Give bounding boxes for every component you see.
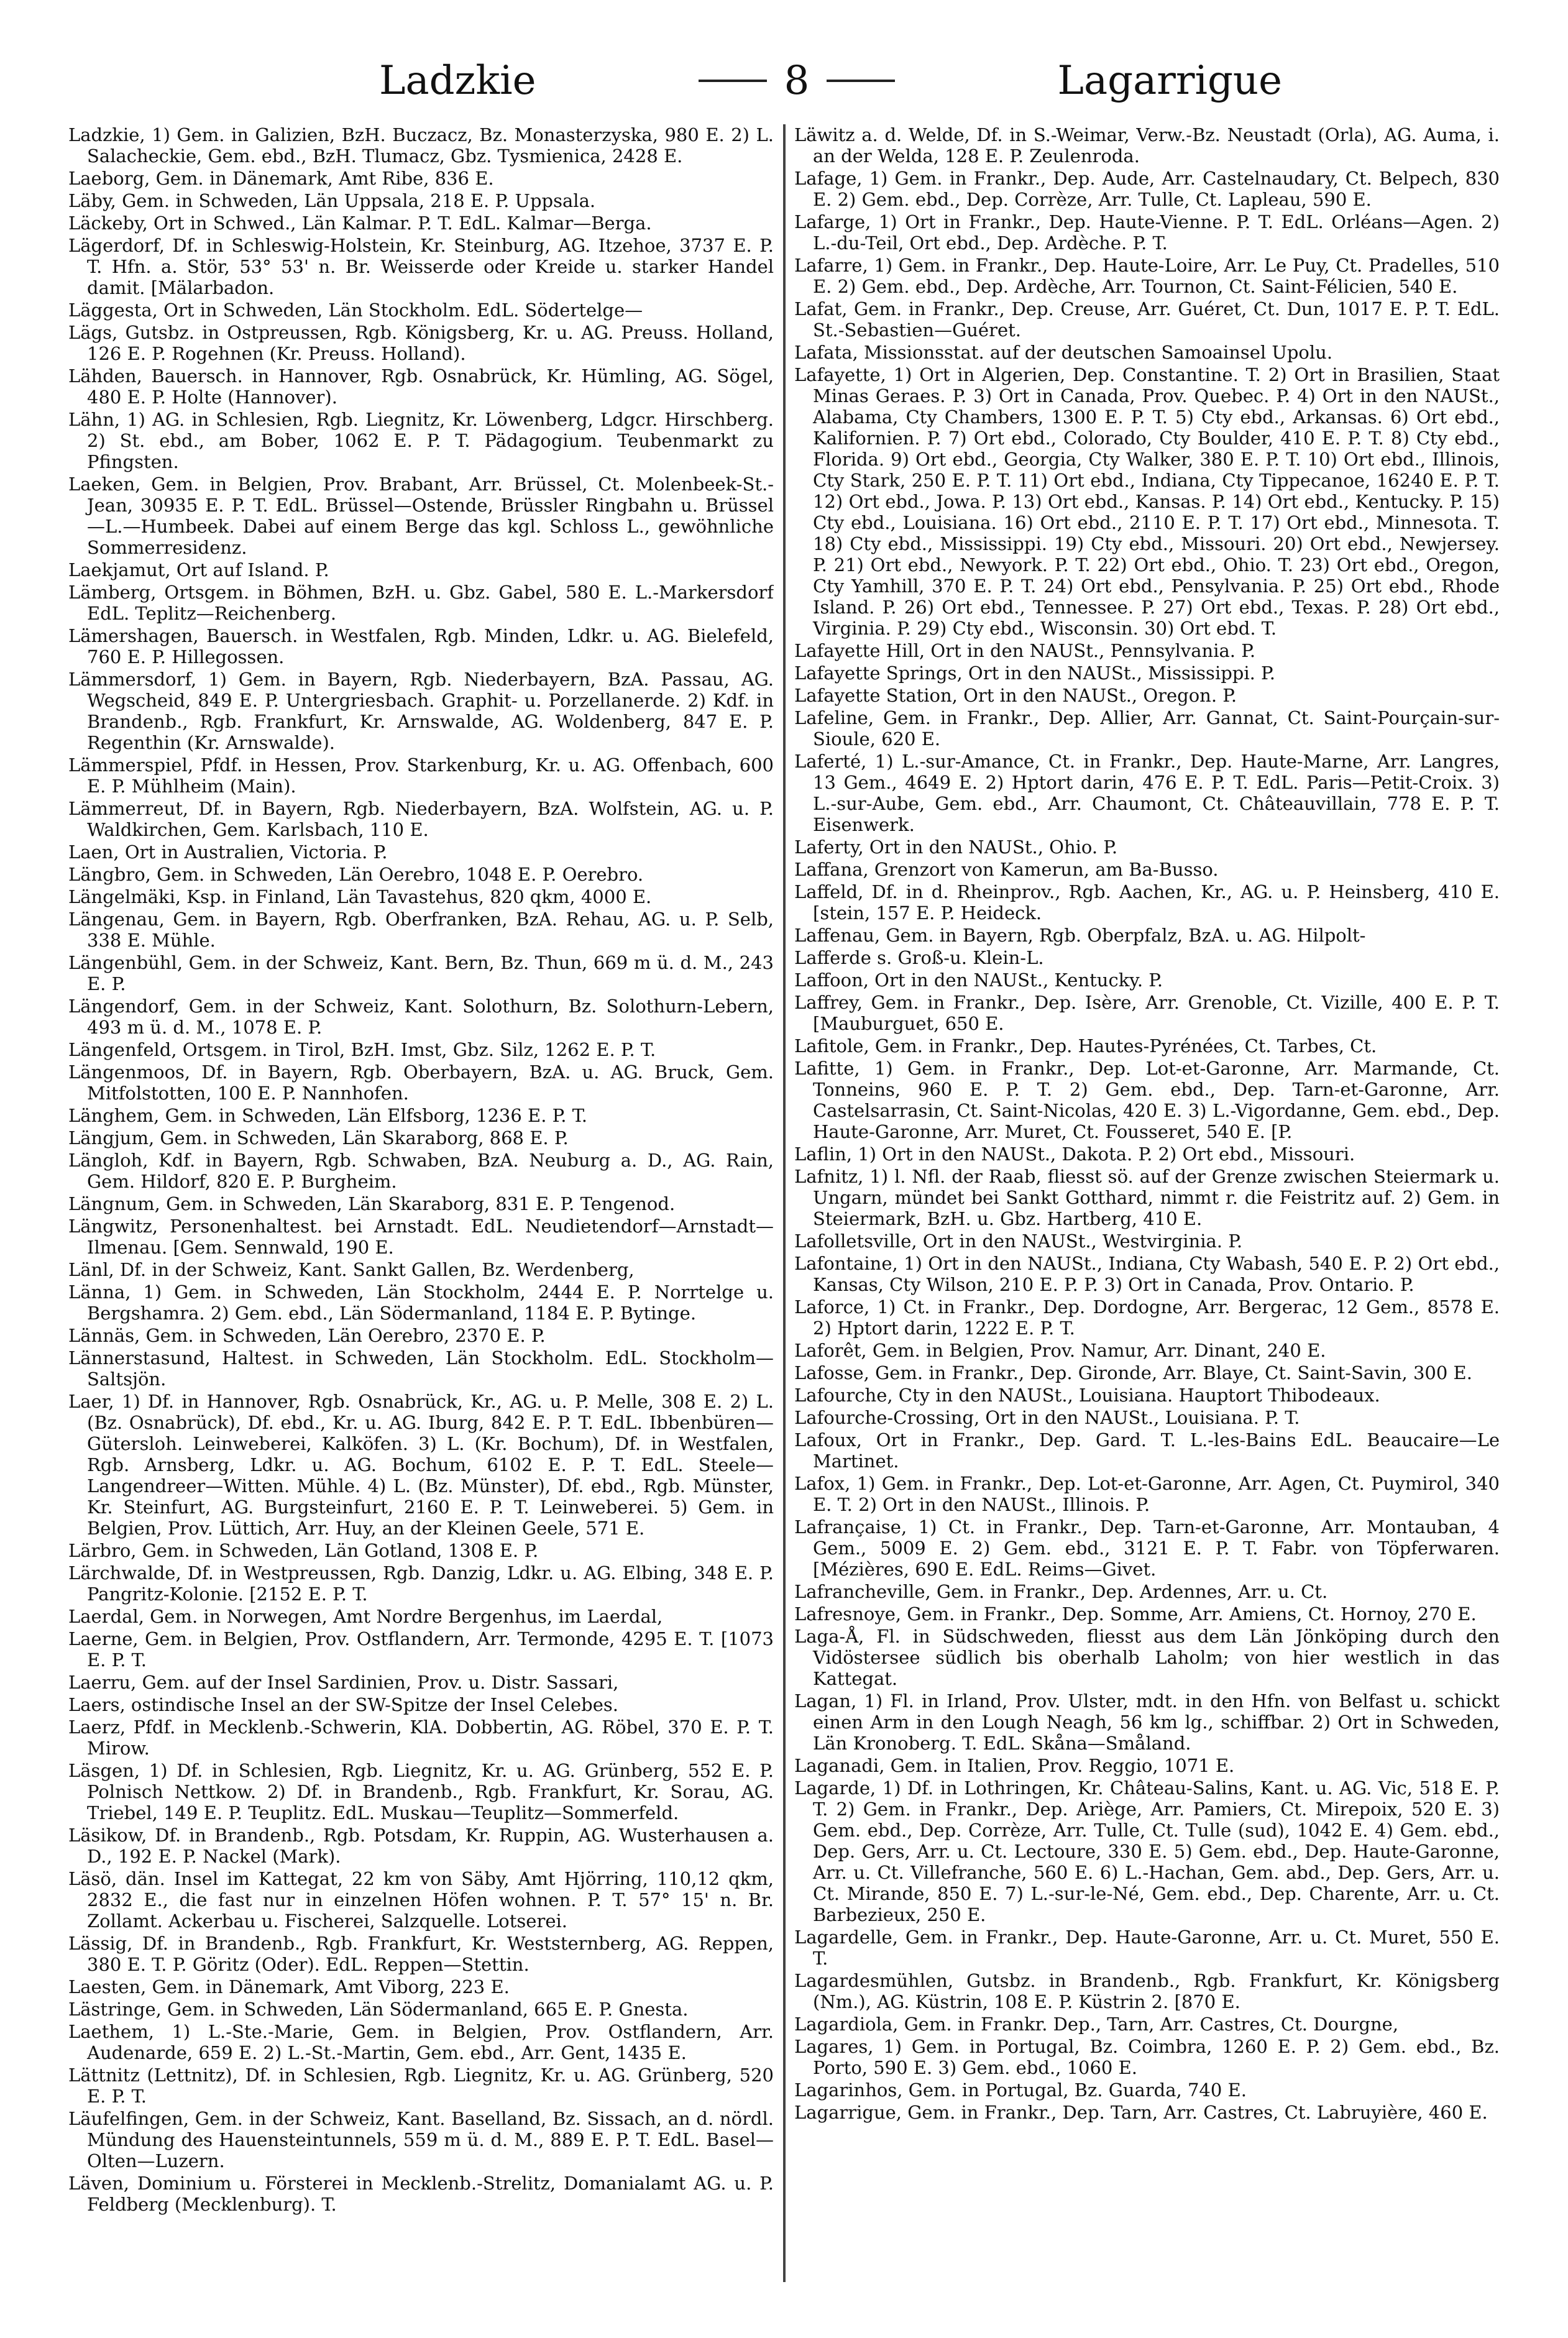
entry: Längenbühl, Gem. in der Schweiz, Kant. Bern, Bz. Thun, 669 m ü. d. M., 243 E. P. <box>68 952 774 994</box>
header-first-entry: Ladzkie <box>379 58 536 104</box>
entry: Lafourche-Crossing, Ort in den NAUSt., Louisiana. P. T. <box>794 1407 1300 1428</box>
entry: Laferté, 1) L.-sur-Amance, Ct. in Frankr., Dep. Haute-Marne, Arr. Langres, 13 Gem., 4649 E. 2) Hptort darin, 476 E. P. T. EdL. Paris—Petit-Croix. 3) L.-sur-Aube, Gem. ebd., Arr. Chaumont, Ct. Châteauvillain, 778 E. P. T. Eisenwerk. <box>794 751 1500 835</box>
rule-right <box>827 80 895 82</box>
entry: Lafarge, 1) Ort in Frankr., Dep. Haute-Vienne. P. T. EdL. Orléans—Agen. 2) L.-du-Teil, Ort ebd., Dep. Ardèche. P. T. <box>794 211 1500 254</box>
entry: Längwitz, Personenhaltest. bei Arnstadt. EdL. Neudietendorf—Arnstadt—Ilmenau. [Gem. Sennwald, 190 E. <box>68 1216 774 1258</box>
entry: Lafayette Hill, Ort in den NAUSt., Pennsylvania. P. <box>794 640 1256 661</box>
entry: Lafoux, Ort in Frankr., Dep. Gard. T. L.-les-Bains EdL. Beaucaire—Le Martinet. <box>794 1429 1500 1472</box>
page-number-block <box>699 58 896 104</box>
entry: Laeken, Gem. in Belgien, Prov. Brabant, Arr. Brüssel, Ct. Molenbeek-St.-Jean, 30935 E. P. T. EdL. Brüssel—Ostende, Brüssler Ringbahn u. Brüssel—L.—Humbeek. Dabei auf einem Berge das kgl. Schloss L., gewöhnliche Sommerresidenz. <box>68 474 774 558</box>
entry: Lagarde, 1) Df. in Lothringen, Kr. Château-Salins, Kant. u. AG. Vic, 518 E. P. T. 2) Gem. in Frankr., Dep. Ariège, Arr. Pamiers, Ct. Mirepoix, 520 E. 3) Gem. ebd., Dep. Corrèze, Arr. Tulle, Ct. Tulle (sud), 1042 E. 4) Gem. ebd., Dep. Gers, Arr. u. Ct. Lectoure, 330 E. 5) Gem. ebd., Dep. Haute-Garonne, Arr. u. Ct. Villefranche, 560 E. 6) L.-Hachan, Gem. abd., Dep. Gers, Arr. u. Ct. Mirande, 850 E. 7) L.-sur-le-Né, Gem. ebd., Dep. Charente, Arr. u. Ct. Barbezieux, 250 E. <box>794 1777 1500 1925</box>
entry: Laga-Å, Fl. in Südschweden, fliesst aus dem Län Jönköping durch den Vidöstersee südlich bis oberhalb Laholm; von hier westlich in das Kattegat. <box>794 1626 1500 1689</box>
entry: Lafresnoye, Gem. in Frankr., Dep. Somme, Arr. Amiens, Ct. Hornoy, 270 E. <box>794 1603 1477 1625</box>
entry: Läggesta, Ort in Schweden, Län Stockholm. EdL. Södertelge— <box>68 300 643 321</box>
entry: Lafayette, 1) Ort in Algerien, Dep. Constantine. T. 2) Ort in Brasilien, Staat Minas Geraes. P. 3) Ort in Canada, Prov. Quebec. P. 4) Ort in den NAUSt., Alabama, Cty Chambers, 1300 E. P. T. 5) Cty ebd., Arkansas. 6) Ort ebd., Kalifornien. P. 7) Ort ebd., Colorado, Cty Boulder, 410 E. P. T. 8) Cty ebd., Florida. 9) Ort ebd., Georgia, Cty Walker, 380 E. P. T. 10) Ort ebd., Illinois, Cty Stark, 250 E. P. T. 11) Ort ebd., Indiana, Cty Tippecanoe, 16240 E. P. T. 12) Ort ebd., Jowa. P. 13) Ort ebd., Kansas. P. 14) Ort ebd., Kentucky. P. 15) Cty ebd., Louisiana. 16) Ort ebd., 2110 E. P. T. 17) Ort ebd., Minnesota. T. 18) Cty ebd., Mississippi. 19) Cty ebd., Missouri. 20) Ort ebd., Newjersey. P. 21) Ort ebd., Newyork. P. T. 22) Ort ebd., Ohio. T. 23) Ort ebd., Oregon, Cty Yamhill, 370 E. P. T. 24) Ort ebd., Pensylvania. P. 25) Ort ebd., Rhode Island. P. 26) Ort ebd., Tennessee. P. 27) Ort ebd., Texas. P. 28) Ort ebd., Virginia. P. 29) Cty ebd., Wisconsin. 30) Ort ebd. T. <box>794 364 1500 639</box>
entry: Laekjamut, Ort auf Island. P. <box>68 559 329 580</box>
entry: Lämmerspiel, Pfdf. in Hessen, Prov. Starkenburg, Kr. u. AG. Offenbach, 600 E. P. Mühlheim (Main). <box>68 754 774 797</box>
entry: Lafourche, Cty in den NAUSt., Louisiana. Hauptort Thibodeaux. <box>794 1385 1380 1406</box>
entry: Laen, Ort in Australien, Victoria. P. <box>68 841 388 863</box>
entry: Läsö, dän. Insel im Kattegat, 22 km von Säby, Amt Hjörring, 110,12 qkm, 2832 E., die fast nur in einzelnen Höfen wohnen. P. T. 57° 15' n. Br. Zollamt. Ackerbau u. Fischerei, Salzquelle. Lotserei. <box>68 1868 774 1932</box>
entry: Laerz, Pfdf. in Mecklenb.-Schwerin, KlA. Dobbertin, AG. Röbel, 370 E. P. T. Mirow. <box>68 1717 774 1759</box>
entry: Laflin, 1) Ort in den NAUSt., Dakota. P. 2) Ort ebd., Missouri. <box>794 1144 1355 1165</box>
entry: Lafayette Springs, Ort in den NAUSt., Mississippi. P. <box>794 662 1275 684</box>
entry: Läwitz a. d. Welde, Df. in S.-Weimar, Verw.-Bz. Neustadt (Orla), AG. Auma, i. an der Welda, 128 E. P. Zeulenroda. <box>794 124 1500 167</box>
left-column <box>68 124 774 2282</box>
entry: Lafnitz, 1) l. Nfl. der Raab, fliesst sö. auf der Grenze zwischen Steiermark u. Ungarn, mündet bei Sankt Gotthard, nimmt r. die Feistritz auf. 2) Gem. in Steiermark, BzH. u. Gbz. Hartberg, 410 E. <box>794 1166 1500 1229</box>
entry: Laethem, 1) L.-Ste.-Marie, Gem. in Belgien, Prov. Ostflandern, Arr. Audenarde, 659 E. 2) L.-St.-Martin, Gem. ebd., Arr. Gent, 1435 E. <box>68 2021 774 2063</box>
entry: Längelmäki, Ksp. in Finland, Län Tavastehus, 820 qkm, 4000 E. <box>68 886 652 907</box>
entry: Laerne, Gem. in Belgien, Prov. Ostflandern, Arr. Termonde, 4295 E. T. [1073 E. P. T. <box>68 1628 774 1671</box>
entry: Länghem, Gem. in Schweden, Län Elfsborg, 1236 E. P. T. <box>68 1105 587 1126</box>
entry: Laffeld, Df. in d. Rheinprov., Rgb. Aachen, Kr., AG. u. P. Heinsberg, 410 E. [stein, 157 E. P. Heideck. <box>794 881 1500 924</box>
entry: Längenmoos, Df. in Bayern, Rgb. Oberbayern, BzA. u. AG. Bruck, Gem. Mitfolstotten, 100 E. P. Nannhofen. <box>68 1061 774 1104</box>
entry: Längbro, Gem. in Schweden, Län Oerebro, 1048 E. P. Oerebro. <box>68 864 644 885</box>
entry: Lafayette Station, Ort in den NAUSt., Oregon. P. <box>794 685 1237 706</box>
entry: Lafolletsville, Ort in den NAUSt., Westvirginia. P. <box>794 1231 1243 1252</box>
column-divider <box>783 124 786 2282</box>
entry: Laesten, Gem. in Dänemark, Amt Viborg, 223 E. <box>68 1976 510 1997</box>
entry: Lafitte, 1) Gem. in Frankr., Dep. Lot-et-Garonne, Arr. Marmande, Ct. Tonneins, 960 E. P. T. 2) Gem. ebd., Dep. Tarn-et-Garonne, Arr. Castelsarrasin, Ct. Saint-Nicolas, 420 E. 3) L.-Vigordanne, Gem. ebd., Dep. Haute-Garonne, Arr. Muret, Ct. Fousseret, 540 E. [P. <box>794 1058 1500 1142</box>
header-last-entry: Lagarrigue <box>1057 58 1282 104</box>
entry: Laer, 1) Df. in Hannover, Rgb. Osnabrück, Kr., AG. u. P. Melle, 308 E. 2) L. (Bz. Osnabrück), Df. ebd., Kr. u. AG. Iburg, 842 E. P. T. EdL. Ibbenbüren—Gütersloh. Leinweberei, Kalköfen. 3) L. (Kr. Bochum), Df. in Westfalen, Rgb. Arnsberg, Ldkr. u. AG. Bochum, 6102 E. P. T. EdL. Steele—Langendreer—Witten. Mühle. 4) L. (Bz. Münster), Df. ebd., Rgb. Münster, Kr. Steinfurt, AG. Burgsteinfurt, 2160 E. P. T. Leinweberei. 5) Gem. in Belgien, Prov. Lüttich, Arr. Huy, an der Kleinen Geele, 571 E. <box>68 1391 774 1539</box>
entry: Lähn, 1) AG. in Schlesien, Rgb. Liegnitz, Kr. Löwenberg, Ldgcr. Hirschberg. 2) St. ebd., am Bober, 1062 E. P. T. Pädagogium. Teubenmarkt zu Pfingsten. <box>68 409 774 472</box>
entry: Läsikow, Df. in Brandenb., Rgb. Potsdam, Kr. Ruppin, AG. Wusterhausen a. D., 192 E. P. Nackel (Mark). <box>68 1825 774 1867</box>
entry: Lafferde s. Groß-u. Klein-L. <box>794 947 1044 968</box>
entry: Lämmerreut, Df. in Bayern, Rgb. Niederbayern, BzA. Wolfstein, AG. u. P. Waldkirchen, Gem. Karlsbach, 110 E. <box>68 798 774 840</box>
entry: Laffoon, Ort in den NAUSt., Kentucky. P. <box>794 970 1163 991</box>
entry: Lännerstasund, Haltest. in Schweden, Län Stockholm. EdL. Stockholm—Saltsjön. <box>68 1347 774 1390</box>
entry: Lägs, Gutsbz. in Ostpreussen, Rgb. Königsberg, Kr. u. AG. Preuss. Holland, 126 E. P. Rogehnen (Kr. Preuss. Holland). <box>68 322 774 364</box>
entry: Lagardelle, Gem. in Frankr., Dep. Haute-Garonne, Arr. u. Ct. Muret, 550 E. T. <box>794 1927 1500 1969</box>
entry: Läufelfingen, Gem. in der Schweiz, Kant. Baselland, Bz. Sissach, an d. nördl. Mündung des Hauensteintunnels, 559 m ü. d. M., 889 E. P. T. EdL. Basel—Olten—Luzern. <box>68 2108 774 2171</box>
entry: Laeborg, Gem. in Dänemark, Amt Ribe, 836 E. <box>68 168 494 189</box>
entry: Laforêt, Gem. in Belgien, Prov. Namur, Arr. Dinant, 240 E. <box>794 1340 1326 1361</box>
entry: Laffana, Grenzort von Kamerun, am Ba-Busso. <box>794 859 1219 880</box>
entry: Längjum, Gem. in Schweden, Län Skaraborg, 868 E. P. <box>68 1127 569 1148</box>
entry: Lafontaine, 1) Ort in den NAUSt., Indiana, Cty Wabash, 540 E. P. 2) Ort ebd., Kansas, Cty Wilson, 210 E. P. P. 3) Ort in Canada, Prov. Ontario. P. <box>794 1253 1500 1295</box>
entry: Lafosse, Gem. in Frankr., Dep. Gironde, Arr. Blaye, Ct. Saint-Savin, 300 E. <box>794 1362 1472 1383</box>
entry: Lämmersdorf, 1) Gem. in Bayern, Rgb. Niederbayern, BzA. Passau, AG. Wegscheid, 849 E. P. Untergriesbach. Graphit- u. Porzellanerde. 2) Kdf. in Brandenb., Rgb. Frankfurt, Kr. Arnswalde, AG. Woldenberg, 847 E. P. Regenthin (Kr. Arnswalde). <box>68 669 774 753</box>
entry: Länna, 1) Gem. in Schweden, Län Stockholm, 2444 E. P. Norrtelge u. Bergshamra. 2) Gem. ebd., Län Södermanland, 1184 E. P. Bytinge. <box>68 1281 774 1324</box>
entry: Lagarinhos, Gem. in Portugal, Bz. Guarda, 740 E. <box>794 2079 1247 2101</box>
right-column <box>794 124 1500 2282</box>
entry: Lagan, 1) Fl. in Irland, Prov. Ulster, mdt. in den Hfn. von Belfast u. schickt einen Arm in den Lough Neagh, 56 km lg., schiffbar. 2) Ort in Schweden, Län Kronoberg. T. EdL. Skåna—Småland. <box>794 1690 1500 1754</box>
entry: Läckeby, Ort in Schwed., Län Kalmar. P. T. EdL. Kalmar—Berga. <box>68 213 652 234</box>
page-header <box>81 44 1487 118</box>
entry: Lästringe, Gem. in Schweden, Län Södermanland, 665 E. P. Gnesta. <box>68 1999 689 2020</box>
entry: Laforce, 1) Ct. in Frankr., Dep. Dordogne, Arr. Bergerac, 12 Gem., 8578 E. 2) Hptort darin, 1222 E. P. T. <box>794 1296 1500 1339</box>
entry: Längendorf, Gem. in der Schweiz, Kant. Solothurn, Bz. Solothurn-Lebern, 493 m ü. d. M., 1078 E. P. <box>68 996 774 1038</box>
entry: Lafeline, Gem. in Frankr., Dep. Allier, Arr. Gannat, Ct. Saint-Pourçain-sur-Sioule, 620 E. <box>794 707 1500 750</box>
entry: Lärbro, Gem. in Schweden, Län Gotland, 1308 E. P. <box>68 1540 539 1561</box>
page-number: 8 <box>784 58 810 104</box>
entry: Längloh, Kdf. in Bayern, Rgb. Schwaben, BzA. Neuburg a. D., AG. Rain, Gem. Hildorf, 820 E. P. Burgheim. <box>68 1150 774 1192</box>
entry: Lägerdorf, Df. in Schleswig-Holstein, Kr. Steinburg, AG. Itzehoe, 3737 E. P. T. Hfn. a. Stör, 53° 53' n. Br. Weisserde oder Kreide u. starker Handel damit. [Mälarbadon. <box>68 235 774 298</box>
entry: Laers, ostindische Insel an der SW-Spitze der Insel Celebes. <box>68 1694 618 1715</box>
entry: Lafitole, Gem. in Frankr., Dep. Hautes-Pyrénées, Ct. Tarbes, Ct. <box>794 1035 1377 1057</box>
entry: Lagardiola, Gem. in Frankr. Dep., Tarn, Arr. Castres, Ct. Dourgne, <box>794 2014 1399 2035</box>
entry: Lagardesmühlen, Gutsbz. in Brandenb., Rgb. Frankfurt, Kr. Königsberg (Nm.), AG. Küstrin, 108 E. P. Küstrin 2. [870 E. <box>794 1970 1500 2012</box>
entry: Lagarrigue, Gem. in Frankr., Dep. Tarn, Arr. Castres, Ct. Labruyière, 460 E. <box>794 2102 1488 2123</box>
entry: Lafage, 1) Gem. in Frankr., Dep. Aude, Arr. Castelnaudary, Ct. Belpech, 830 E. 2) Gem. ebd., Dep. Corrèze, Arr. Tulle, Ct. Lapleau, 590 E. <box>794 168 1500 210</box>
entry: Lämershagen, Bauersch. in Westfalen, Rgb. Minden, Ldkr. u. AG. Bielefeld, 760 E. P. Hillegossen. <box>68 625 774 667</box>
entry: Lafox, 1) Gem. in Frankr., Dep. Lot-et-Garonne, Arr. Agen, Ct. Puymirol, 340 E. T. 2) Ort in den NAUSt., Illinois. P. <box>794 1473 1500 1515</box>
entry: Laffrey, Gem. in Frankr., Dep. Isère, Arr. Grenoble, Ct. Vizille, 400 E. P. T. [Mauburguet, 650 E. <box>794 992 1500 1034</box>
entry: Lärchwalde, Df. in Westpreussen, Rgb. Danzig, Ldkr. u. AG. Elbing, 348 E. P. Pangritz-Kolonie. [2152 E. P. T. <box>68 1562 774 1605</box>
entry: Laffenau, Gem. in Bayern, Rgb. Oberpfalz, BzA. u. AG. Hilpolt- <box>794 925 1366 946</box>
entry: Längnum, Gem. in Schweden, Län Skaraborg, 831 E. P. Tengenod. <box>68 1193 676 1214</box>
entry: Laerru, Gem. auf der Insel Sardinien, Prov. u. Distr. Sassari, <box>68 1672 619 1693</box>
entry: Ladzkie, 1) Gem. in Galizien, BzH. Buczacz, Bz. Monasterzyska, 980 E. 2) L. Salacheckie, Gem. ebd., BzH. Tlumacz, Gbz. Tysmienica, 2428 E. <box>68 124 774 167</box>
entry: Längenau, Gem. in Bayern, Rgb. Oberfranken, BzA. Rehau, AG. u. P. Selb, 338 E. Mühle. <box>68 909 774 951</box>
entry: Lämberg, Ortsgem. in Böhmen, BzH. u. Gbz. Gabel, 580 E. L.-Markersdorf EdL. Teplitz—Reichenberg. <box>68 582 774 624</box>
entry: Lafrançaise, 1) Ct. in Frankr., Dep. Tarn-et-Garonne, Arr. Montauban, 4 Gem., 5009 E. 2) Gem. ebd., 3121 E. P. T. Fabr. von Töpferwaren. [Mézières, 690 E. EdL. Reims—Givet. <box>794 1516 1500 1580</box>
entry: Lättnitz (Lettnitz), Df. in Schlesien, Rgb. Liegnitz, Kr. u. AG. Grünberg, 520 E. P. T. <box>68 2065 774 2107</box>
entry: Lafata, Missionsstat. auf der deutschen Samoainsel Upolu. <box>794 342 1333 363</box>
entry: Lafarre, 1) Gem. in Frankr., Dep. Haute-Loire, Arr. Le Puy, Ct. Pradelles, 510 E. 2) Gem. ebd., Dep. Ardèche, Arr. Tournon, Ct. Saint-Félicien, 540 E. <box>794 255 1500 297</box>
entry: Lässig, Df. in Brandenb., Rgb. Frankfurt, Kr. Weststernberg, AG. Reppen, 380 E. T. P. Göritz (Oder). EdL. Reppen—Stettin. <box>68 1933 774 1975</box>
entry: Läby, Gem. in Schweden, Län Uppsala, 218 E. P. Uppsala. <box>68 190 596 211</box>
entry: Lafat, Gem. in Frankr., Dep. Creuse, Arr. Guéret, Ct. Dun, 1017 E. P. T. EdL. St.-Sebastien—Guéret. <box>794 298 1500 341</box>
rule-left <box>699 80 767 82</box>
entry: Laerdal, Gem. in Norwegen, Amt Nordre Bergenhus, im Laerdal, <box>68 1606 663 1627</box>
text-columns <box>68 124 1500 2282</box>
entry: Laferty, Ort in den NAUSt., Ohio. P. <box>794 837 1118 858</box>
entry: Lähden, Bauersch. in Hannover, Rgb. Osnabrück, Kr. Hümling, AG. Sögel, 480 E. P. Holte (Hannover). <box>68 365 774 408</box>
entry: Laganadi, Gem. in Italien, Prov. Reggio, 1071 E. <box>794 1755 1235 1776</box>
entry: Läven, Dominium u. Försterei in Mecklenb.-Strelitz, Domanialamt AG. u. P. Feldberg (Mecklenburg). T. <box>68 2173 774 2215</box>
entry: Länl, Df. in der Schweiz, Kant. Sankt Gallen, Bz. Werdenberg, <box>68 1259 635 1280</box>
entry: Lafrancheville, Gem. in Frankr., Dep. Ardennes, Arr. u. Ct. <box>794 1581 1328 1602</box>
entry: Längenfeld, Ortsgem. in Tirol, BzH. Imst, Gbz. Silz, 1262 E. P. T. <box>68 1039 656 1060</box>
entry: Lagares, 1) Gem. in Portugal, Bz. Coimbra, 1260 E. P. 2) Gem. ebd., Bz. Porto, 590 E. 3) Gem. ebd., 1060 E. <box>794 2036 1500 2078</box>
entry: Läsgen, 1) Df. in Schlesien, Rgb. Liegnitz, Kr. u. AG. Grünberg, 552 E. P. Polnisch Nettkow. 2) Df. in Brandenb., Rgb. Frankfurt, Kr. Sorau, AG. Triebel, 149 E. P. Teuplitz. EdL. Muskau—Teuplitz—Sommerfeld. <box>68 1760 774 1823</box>
entry: Lännäs, Gem. in Schweden, Län Oerebro, 2370 E. P. <box>68 1325 546 1346</box>
